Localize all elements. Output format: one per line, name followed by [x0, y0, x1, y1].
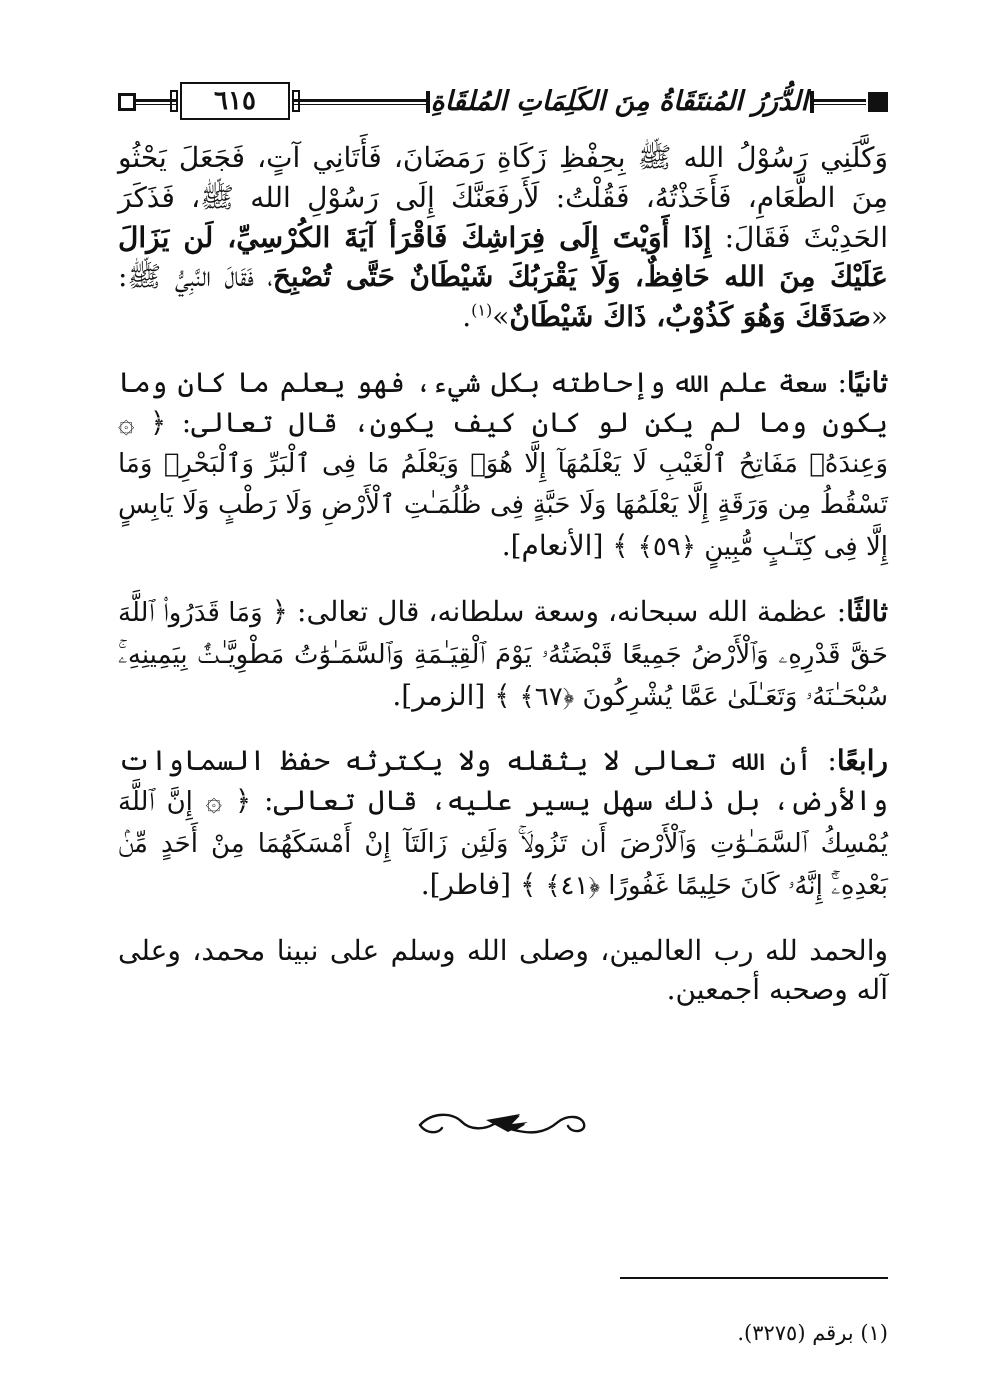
third-text: : عظمة الله سبحانه، وسعة سلطانه، قال تعالى: ﴿: [262, 594, 847, 628]
hadith-text-1: وَكَّلَنِي رَسُوْلُ الله ﷺ بِحِفْظِ زَكَاةِ رَمَضَانَ، فَأَتَانِي آتٍ، فَجَعَلَ يَحْثُو مِنَ الطَّعَامِ، فَأَخَذْتُهُ، فَقُلْتُ: لَأَرفَعَنَّكَ إِلَى رَسُوْلِ الله ﷺ، فَذَكَرَ الحَدِيْثَ فَقَالَ:: [118, 141, 888, 254]
footnote-reference: (١): [471, 300, 493, 320]
fourth-reference: ﴾ [فاطر].: [420, 867, 546, 901]
header-square-outline: [118, 93, 136, 111]
header-tick-left: [426, 91, 430, 113]
third-quran-verse: وَمَا قَدَرُوا۟ ٱللَّهَ حَقَّ قَدْرِهِۦ وَٱلْأَرْضُ جَمِيعًا قَبْضَتُهُۥ يَوْمَ ٱلْقِيَـٰمَةِ وَٱلسَّمَـٰوَٰتُ مَطْوِيَّـٰتٌۢ بِيَمِينِهِۦۚ سُبْحَـٰنَهُۥ وَتَعَـٰلَىٰ عَمَّا يُشْرِكُونَ ﴿٦٧﴾: [118, 597, 888, 712]
paragraph-second: [118, 363, 888, 568]
header-rule-right: [814, 99, 866, 105]
second-reference: ﴾ [الأنعام].: [501, 529, 638, 563]
third-lead: ثالثًا: [846, 594, 888, 628]
hadith-bold-2: صَدَقَكَ وَهُوَ كَذُوْبٌ، ذَاكَ شَيْطَانٌ: [509, 300, 871, 334]
second-lead: ثانيًا: [846, 365, 888, 399]
hadith-close-quote: »: [492, 300, 510, 334]
paragraph-third: [118, 592, 888, 717]
footnote: (١) برقم (٣٢٧٥).: [737, 1321, 888, 1345]
hadith-text-2: ، فَقَالَ النَّبِيُّ ﷺ: «: [118, 260, 888, 334]
second-text: : سعة علم الله وإحاطته بكل شيء، فهو يعلم ما كان وما يكون وما لم يكن لو كان كيف يكون، قال تعالى: ﴿ ۞: [118, 365, 888, 439]
paragraph-closing: [118, 931, 888, 1011]
second-quran-verse: وَعِندَهُۥ مَفَاتِحُ ٱلْغَيْبِ لَا يَعْلَمُهَآ إِلَّا هُوَۚ وَيَعْلَمُ مَا فِى ٱلْبَرِّ وَٱلْبَحْرِۚ وَمَا تَسْقُطُ مِن وَرَقَةٍ إِلَّا يَعْلَمُهَا وَلَا حَبَّةٍ فِى ظُلُمَـٰتِ ٱلْأَرْضِ وَلَا رَطْبٍ وَلَا يَابِسٍ إِلَّا فِى كِتَـٰبٍ مُّبِينٍ ﴿٥٩﴾: [118, 448, 888, 563]
running-title: الدُّرَرُ المُنتَقَاةُ مِنَ الكَلِمَاتِ المُلقَاةِ: [430, 86, 808, 117]
third-reference: ﴾ [الزمر].: [392, 678, 520, 712]
paragraph-hadith: [118, 138, 888, 337]
fourth-quran-verse: إِنَّ ٱللَّهَ يُمْسِكُ ٱلسَّمَـٰوَٰتِ وَٱلْأَرْضَ أَن تَزُولَاۚ وَلَئِن زَالَتَآ إِنْ أَمْسَكَهُمَا مِنْ أَحَدٍ مِّنۢ بَعْدِهِۦٓۚ إِنَّهُۥ كَانَ حَلِيمًا غَفُورًا ﴿٤١﴾: [118, 787, 888, 901]
ornament-divider-icon: [412, 1108, 592, 1142]
page-number: ٦١٥: [214, 86, 256, 116]
page-number-box: [180, 82, 290, 120]
main-text: [118, 138, 888, 1034]
fourth-lead: رابعًا: [836, 744, 888, 778]
header-rule-middle: [292, 99, 426, 105]
page-header: [118, 82, 888, 126]
hadith-end: .: [462, 300, 472, 334]
fourth-text: : أن الله تعالى لا يثقله ولا يكترثه حفظ السماوات والأرض، بل ذلك سهل يسير عليه، قال تعالى: ﴿ ۞: [118, 744, 888, 818]
closing-text: والحمد لله رب العالمين، وصلى الله وسلم على نبينا محمد، وعلى آله وصحبه أجمعين.: [118, 933, 888, 1007]
header-square-filled: [868, 92, 888, 112]
paragraph-fourth: [118, 741, 888, 906]
hadith-bold-1: إِذَا أَوَيْتَ إِلَى فِرَاشِكَ فَاقْرَأ آيَةَ الكُرْسِيِّ، لَن يَزَالَ عَلَيْكَ مِنَ الله حَافِظٌ، وَلَا يَقْرَبُكَ شَيْطَانٌ حَتَّى تُصْبِحَ: [118, 220, 888, 294]
footnote-separator: [620, 1277, 888, 1279]
